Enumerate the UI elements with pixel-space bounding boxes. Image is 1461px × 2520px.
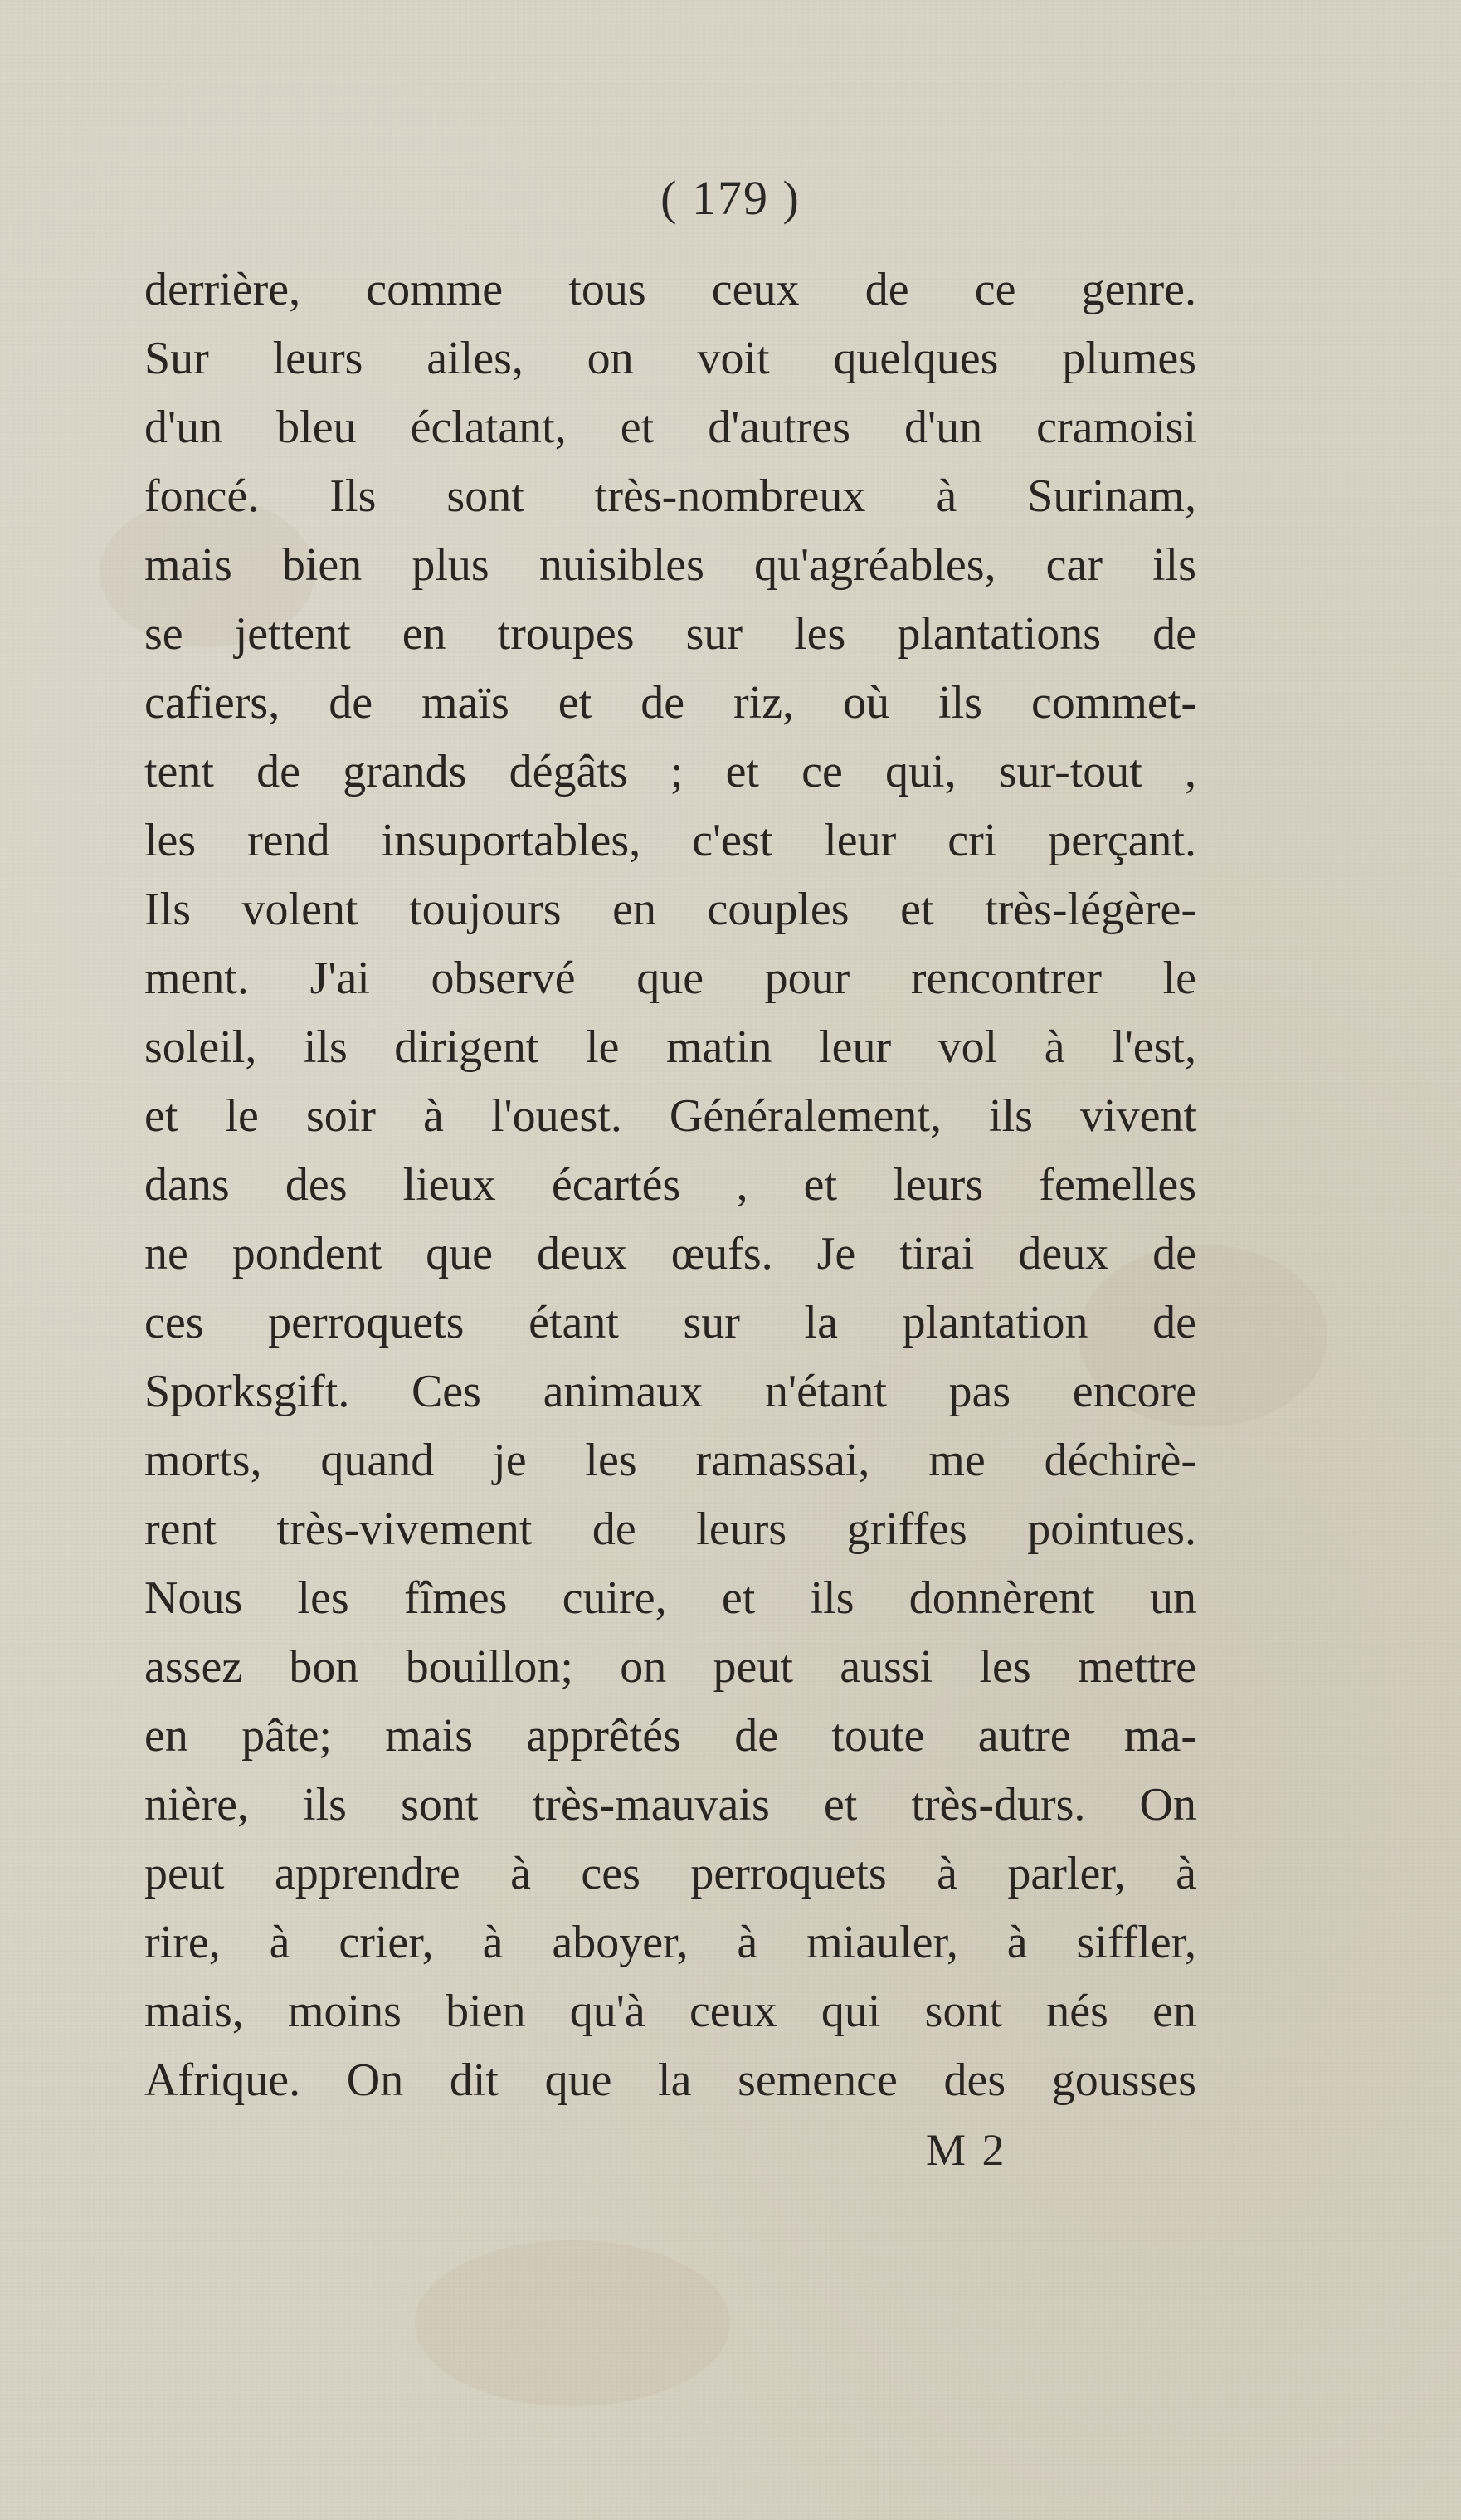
text-line: derrière, comme tous ceux de ce genre. bbox=[144, 264, 1196, 315]
text-line: Afrique. On dit que la semence des gousses bbox=[144, 2055, 1196, 2106]
text-line: Sporksgift. Ces animaux n'étant pas encore bbox=[144, 1366, 1196, 1417]
page-number: ( 179 ) bbox=[660, 171, 801, 225]
text-line: mais, moins bien qu'à ceux qui sont nés en bbox=[144, 1986, 1196, 2037]
text-line: et le soir à l'ouest. Généralement, ils vivent bbox=[144, 1090, 1196, 1142]
text-line: nière, ils sont très-mauvais et très-durs. On bbox=[144, 1779, 1196, 1830]
text-line: soleil, ils dirigent le matin leur vol à l'est, bbox=[144, 1021, 1196, 1073]
text-line: Ils volent toujours en couples et très-légère- bbox=[144, 884, 1196, 935]
text-line: ne pondent que deux œufs. Je tirai deux de bbox=[144, 1228, 1196, 1279]
text-line: peut apprendre à ces perroquets à parler, à bbox=[144, 1848, 1196, 1899]
text-line: Nous les fîmes cuire, et ils donnèrent un bbox=[144, 1572, 1196, 1624]
text-line: rent très-vivement de leurs griffes pointues. bbox=[144, 1504, 1196, 1555]
text-line: Sur leurs ailes, on voit quelques plumes bbox=[144, 333, 1196, 384]
text-line: ment. J'ai observé que pour rencontrer le bbox=[144, 953, 1196, 1004]
text-line: rire, à crier, à aboyer, à miauler, à siffler, bbox=[144, 1917, 1196, 1968]
body-text bbox=[144, 256, 1196, 2115]
text-line: d'un bleu éclatant, et d'autres d'un cramoisi bbox=[144, 402, 1196, 453]
text-line: ces perroquets étant sur la plantation de bbox=[144, 1297, 1196, 1348]
text-line: morts, quand je les ramassai, me déchirè- bbox=[144, 1435, 1196, 1486]
text-line: cafiers, de maïs et de riz, où ils commet- bbox=[144, 677, 1196, 729]
text-line: en pâte; mais apprêtés de toute autre ma- bbox=[144, 1710, 1196, 1762]
signature-mark: M 2 bbox=[926, 2125, 1007, 2175]
text-line: tent de grands dégâts ; et ce qui, sur-tout , bbox=[144, 746, 1196, 797]
text-line: dans des lieux écartés , et leurs femelles bbox=[144, 1159, 1196, 1211]
text-line: mais bien plus nuisibles qu'agréables, car ils bbox=[144, 539, 1196, 591]
text-line: foncé. Ils sont très-nombreux à Surinam, bbox=[144, 470, 1196, 522]
text-line: assez bon bouillon; on peut aussi les mettre bbox=[144, 1641, 1196, 1693]
text-line: se jettent en troupes sur les plantations de bbox=[144, 608, 1196, 660]
text-line: les rend insuportables, c'est leur cri perçant. bbox=[144, 815, 1196, 866]
